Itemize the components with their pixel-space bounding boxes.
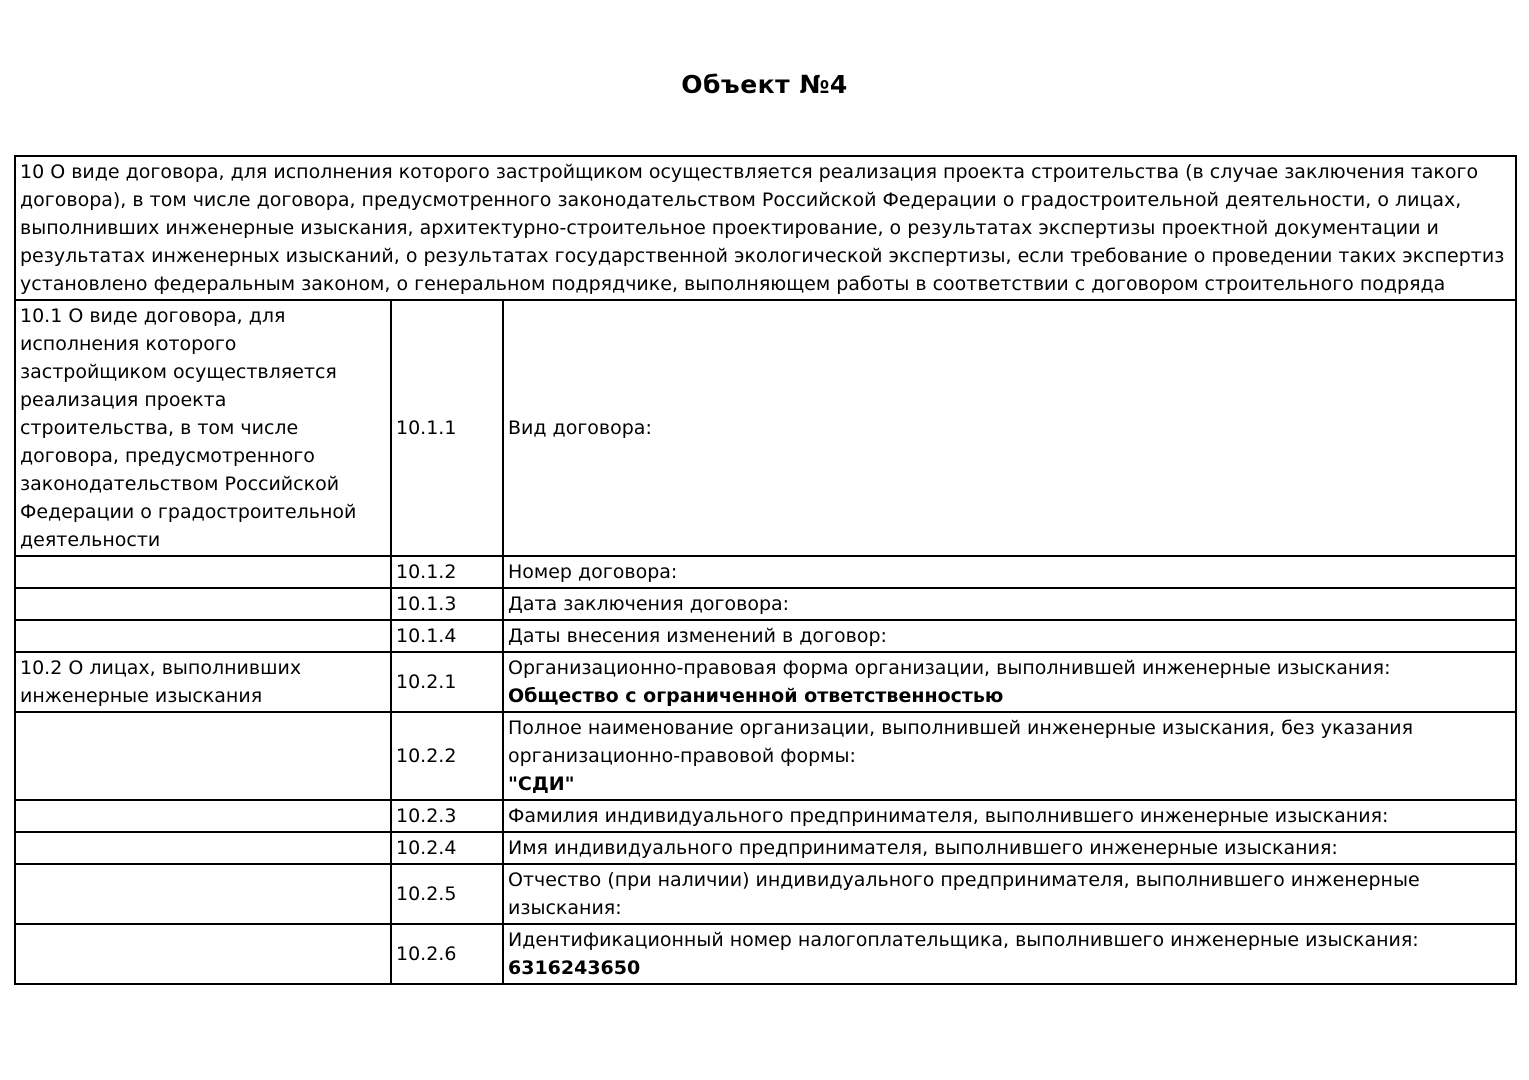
field-label: Организационно-правовая форма организации, выполнившей инженерные изыскания: [508, 657, 1391, 679]
field-cell [503, 556, 1516, 588]
field-label: Номер договора: [508, 561, 678, 583]
field-cell [503, 588, 1516, 620]
field-label: Фамилия индивидуального предпринимателя, выполнившего инженерные изыскания: [508, 805, 1389, 827]
field-cell [503, 864, 1516, 924]
section-cell [15, 556, 391, 588]
row-number: 10.2.5 [391, 864, 503, 924]
field-cell [503, 712, 1516, 800]
table-row-10-2-1 [15, 652, 1516, 712]
field-value: "СДИ" [508, 773, 575, 795]
row-number: 10.2.6 [391, 924, 503, 984]
row-number: 10.2.1 [391, 652, 503, 712]
section-cell [15, 588, 391, 620]
section-cell: 10.2 О лицах, выполнивших инженерные изыскания [15, 652, 391, 712]
section-10-header-text: 10 О виде договора, для исполнения которого застройщиком осуществляется реализация проекта строительства (в случае заключения такого договора), в том числе договора, предусмотренного законодательством Российской Федерации о градостроительной деятельности, о лицах, выполнивших инженерные изыскания, архитектурно-строительное проектирование, о результатах экспертизы проектной документации и результатах инженерных изысканий, о результатах государственной экологической экспертизы, если требование о проведении таких экспертиз установлено федеральным законом, о генеральном подрядчике, выполняющем работы в соответствии с договором строительного подряда [15, 156, 1516, 300]
field-label: Идентификационный номер налогоплательщика, выполнившего инженерные изыскания: [508, 929, 1419, 951]
field-label: Вид договора: [508, 417, 652, 439]
row-number: 10.2.2 [391, 712, 503, 800]
field-cell [503, 300, 1516, 556]
field-label: Отчество (при наличии) индивидуального предпринимателя, выполнившего инженерные изыскания: [508, 869, 1420, 919]
section-cell [15, 620, 391, 652]
section-cell [15, 864, 391, 924]
section-cell [15, 712, 391, 800]
field-label: Дата заключения договора: [508, 593, 790, 615]
table-row-10-1-1 [15, 300, 1516, 556]
table-row-10-1-4 [15, 620, 1516, 652]
table-row-10-1-3 [15, 588, 1516, 620]
row-number: 10.1.2 [391, 556, 503, 588]
table-row-10-2-3 [15, 800, 1516, 832]
table-row-10-2-4 [15, 832, 1516, 864]
field-cell [503, 832, 1516, 864]
row-number: 10.1.3 [391, 588, 503, 620]
row-number: 10.2.4 [391, 832, 503, 864]
field-label: Имя индивидуального предпринимателя, выполнившего инженерные изыскания: [508, 837, 1338, 859]
section-cell [15, 832, 391, 864]
field-value: 6316243650 [508, 957, 641, 979]
row-number: 10.1.1 [391, 300, 503, 556]
table-row-section-10 [15, 156, 1516, 300]
field-value: Общество с ограниченной ответственностью [508, 685, 1004, 707]
page-title: Объект №4 [681, 70, 848, 99]
section-cell [15, 800, 391, 832]
table-row-10-2-2 [15, 712, 1516, 800]
row-number: 10.2.3 [391, 800, 503, 832]
table-row-10-2-6 [15, 924, 1516, 984]
field-label: Полное наименование организации, выполнившей инженерные изыскания, без указания организационно-правовой формы: [508, 717, 1414, 767]
field-cell [503, 620, 1516, 652]
row-number: 10.1.4 [391, 620, 503, 652]
declaration-table [14, 155, 1517, 985]
section-cell [15, 924, 391, 984]
field-cell [503, 652, 1516, 712]
table-row-10-1-2 [15, 556, 1516, 588]
field-cell [503, 924, 1516, 984]
field-label: Даты внесения изменений в договор: [508, 625, 887, 647]
section-cell: 10.1 О виде договора, для исполнения которого застройщиком осуществляется реализация проекта строительства, в том числе договора, предусмотренного законодательством Российской Федерации о градостроительной деятельности [15, 300, 391, 556]
table-row-10-2-5 [15, 864, 1516, 924]
field-cell [503, 800, 1516, 832]
